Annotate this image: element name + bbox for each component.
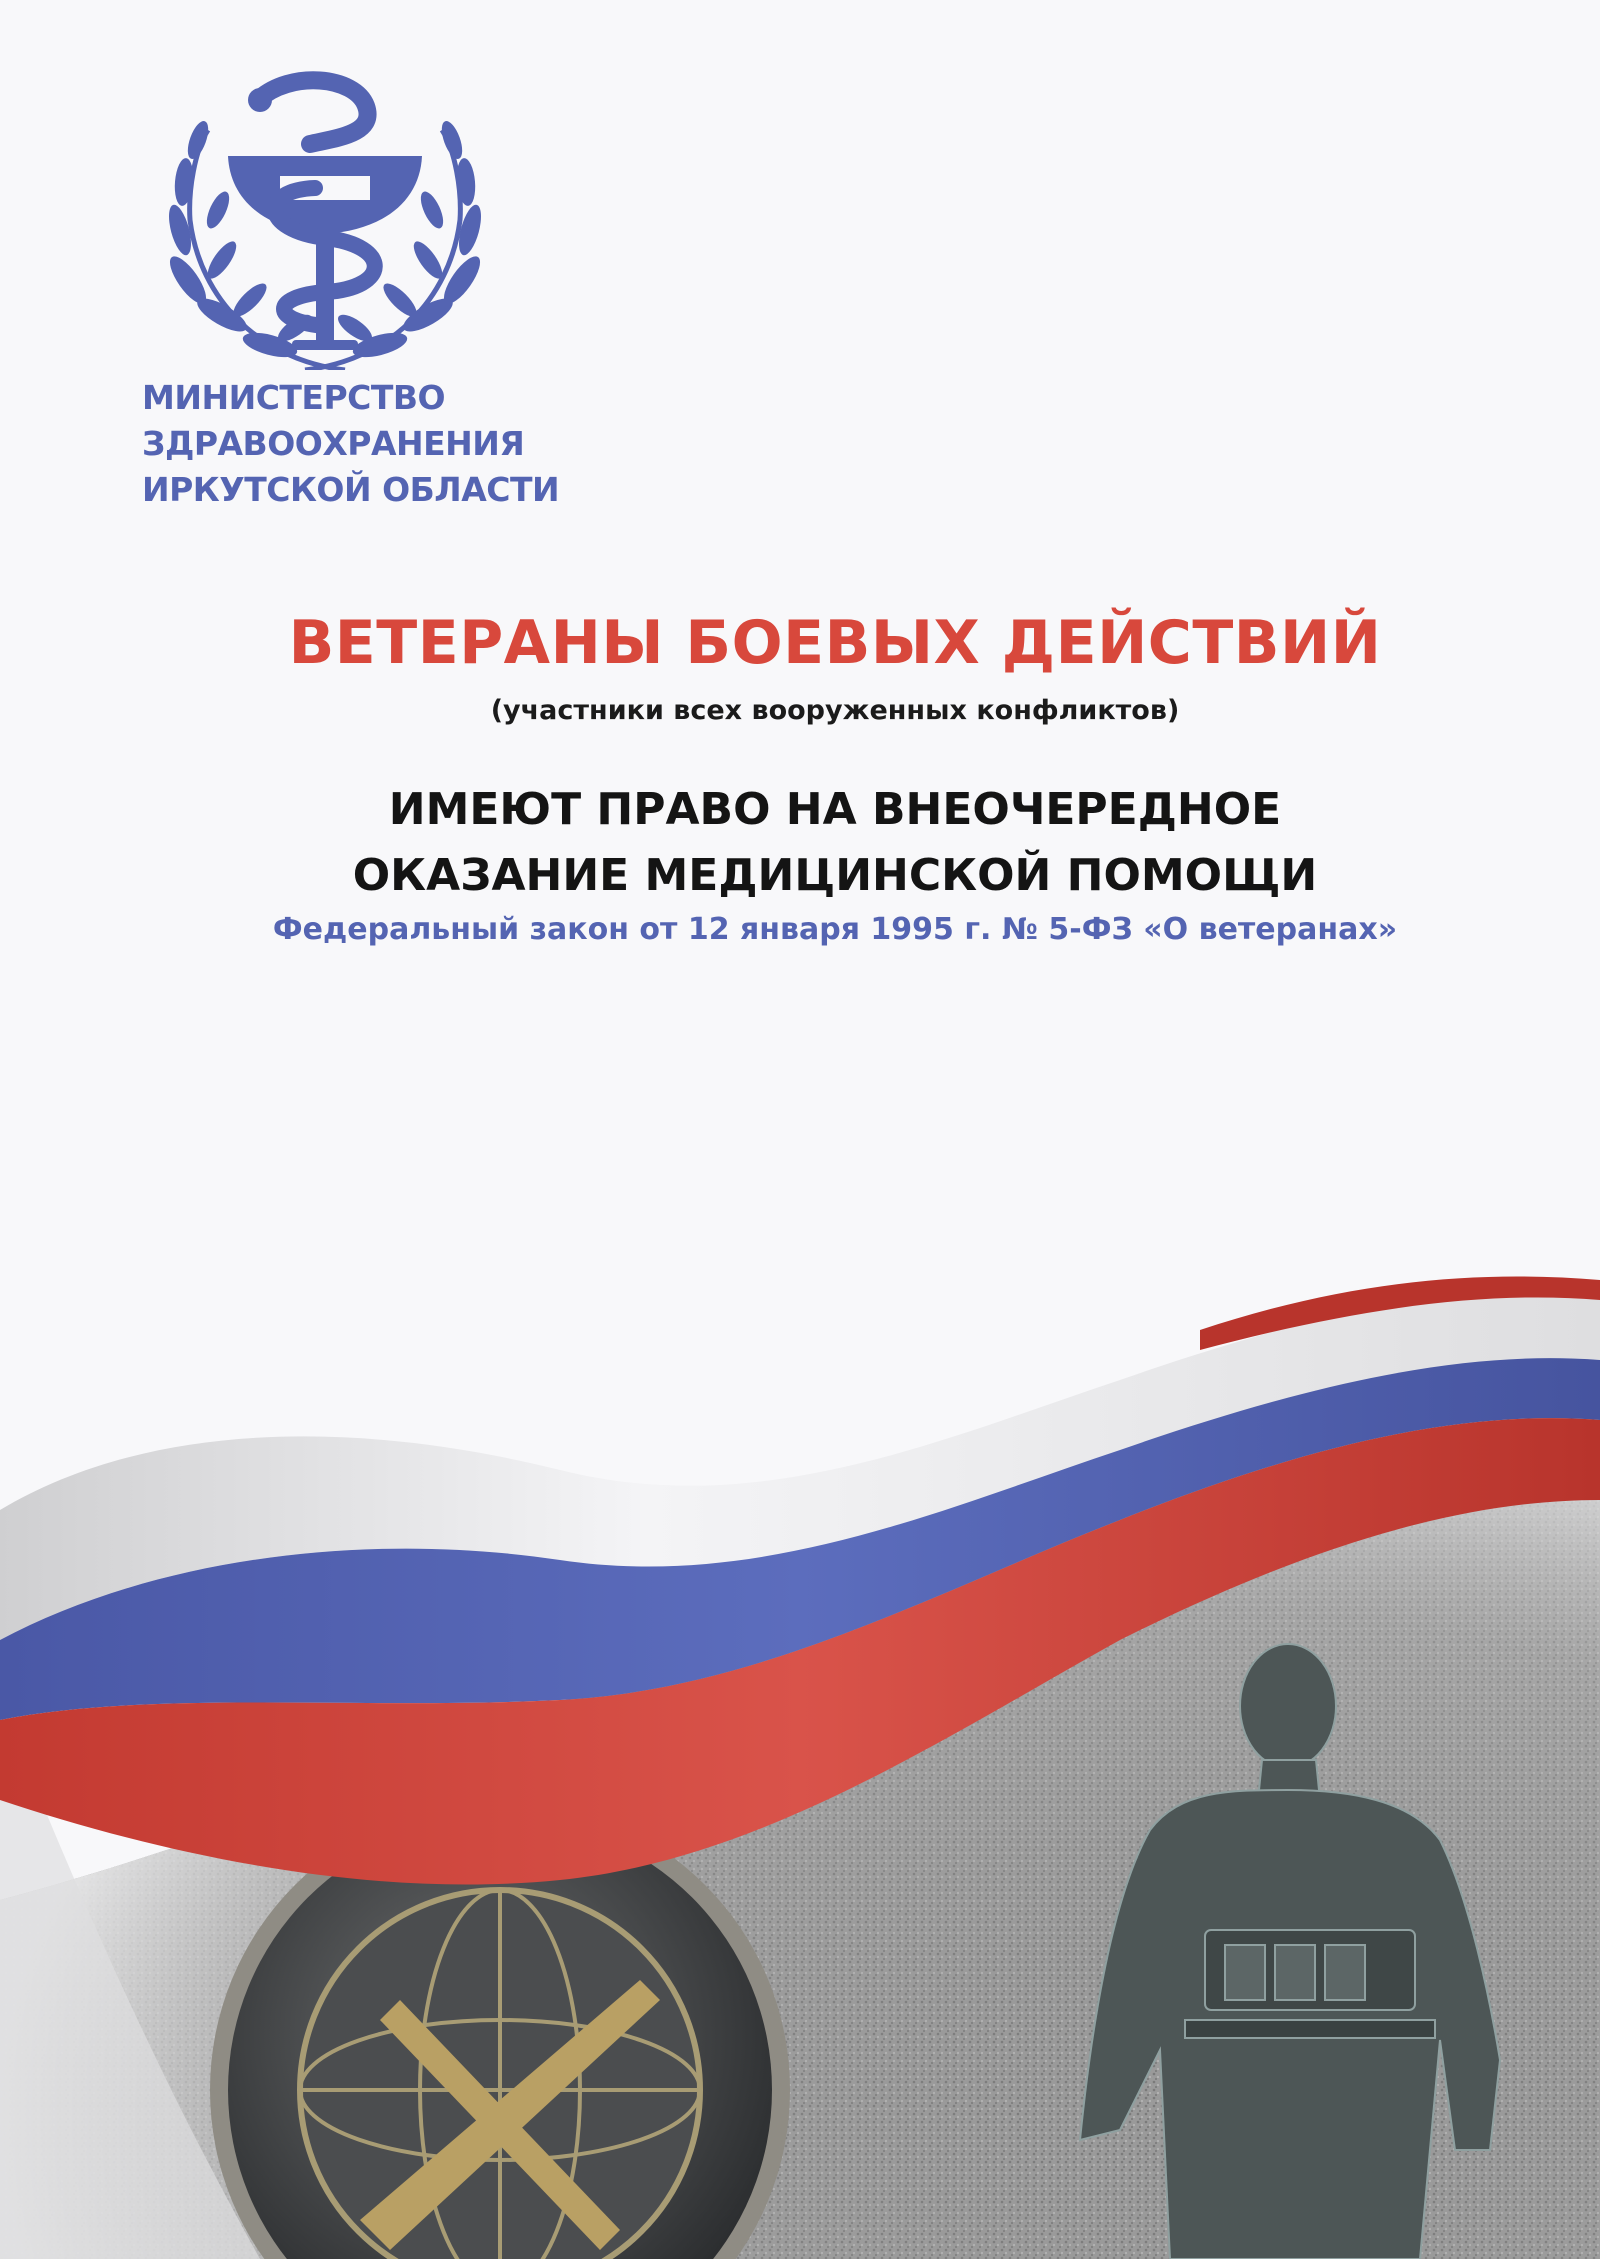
headline: ВЕТЕРАНЫ БОЕВЫХ ДЕЙСТВИЙ xyxy=(288,608,1382,678)
sub-headline: (участники всех вооруженных конфликтов) xyxy=(490,695,1180,726)
ministry-name-line-2: ЗДРАВООХРАНЕНИЯ xyxy=(142,424,525,463)
ministry-name-line-1: МИНИСТЕРСТВО xyxy=(142,378,446,417)
right-statement-line-1: ИМЕЮТ ПРАВО НА ВНЕОЧЕРЕДНОЕ xyxy=(388,784,1282,835)
ministry-name-line-3: ИРКУТСКОЙ ОБЛАСТИ xyxy=(142,470,560,509)
right-statement-line-2: ОКАЗАНИЕ МЕДИЦИНСКОЙ ПОМОЩИ xyxy=(352,850,1318,901)
law-reference: Федеральный закон от 12 января 1995 г. № 5-ФЗ «О ветеранах» xyxy=(272,912,1398,947)
